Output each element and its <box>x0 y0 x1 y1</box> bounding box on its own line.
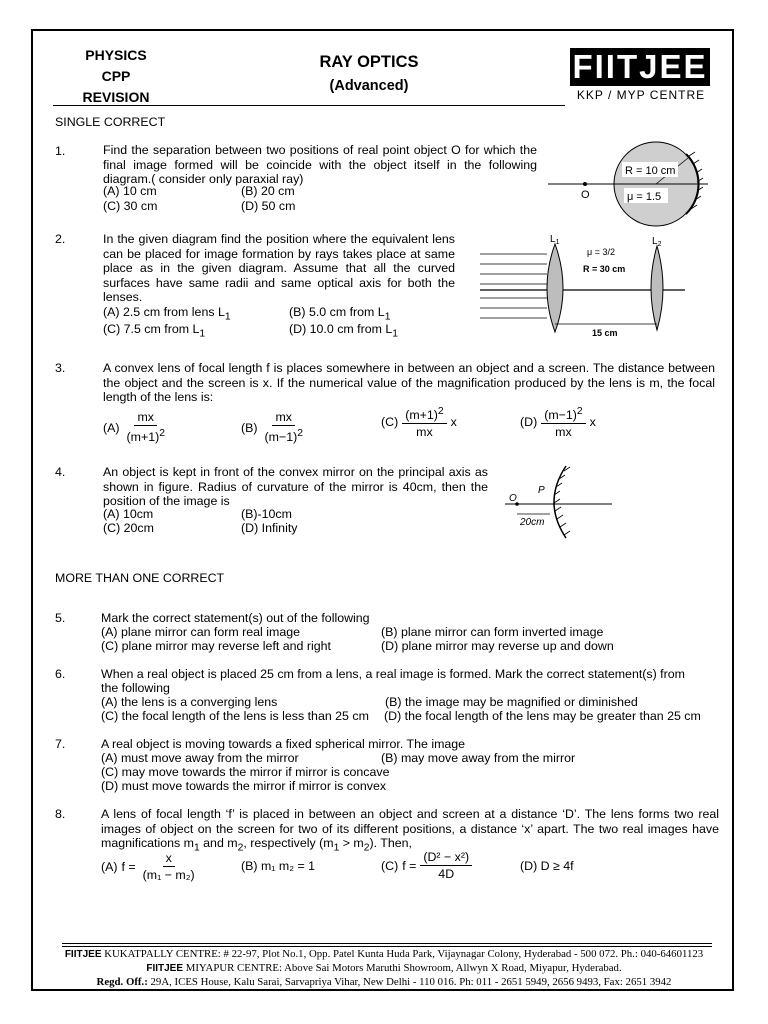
q2-number: 2. <box>55 232 66 246</box>
q2-l2-label <box>652 236 662 248</box>
q2-distance-label: 15 cm <box>592 328 618 338</box>
q3-a-den: (m+1) <box>126 430 160 445</box>
q3-c-x: x <box>450 415 457 430</box>
q2-l2-sub: 2 <box>657 241 662 248</box>
q2-option-a-sub: 1 <box>224 311 231 323</box>
section-single-correct: SINGLE CORRECT <box>55 115 166 129</box>
q8-text-part4: > m <box>339 836 364 851</box>
q8-c-lhs: f = <box>402 859 417 873</box>
q5-text: Mark the correct statement(s) out of the following <box>101 611 370 625</box>
q3-d-sq: 2 <box>576 406 583 417</box>
q3-d-label: (D) <box>520 415 538 430</box>
q3-a-sq: 2 <box>159 428 165 439</box>
q4-p-label: P <box>538 485 545 496</box>
q6-number: 6. <box>55 667 66 681</box>
q8-sub-2b: 2 <box>363 842 370 854</box>
q6-option-b: (B) the image may be magnified or diminished <box>385 695 638 709</box>
footer-line-miyapur <box>40 962 728 975</box>
q1-option-d: (D) 50 cm <box>241 199 296 213</box>
q8-option-c <box>381 850 472 882</box>
header-rule <box>53 105 565 106</box>
q1-object-label: O <box>581 189 590 201</box>
q2-option-d <box>289 322 398 342</box>
q8-sub-1a: 1 <box>193 842 200 854</box>
q8-text <box>101 807 719 856</box>
q3-d-den: mx <box>555 425 572 440</box>
footer-rule-double <box>62 946 712 947</box>
q1-number: 1. <box>55 144 66 158</box>
q1-option-c: (C) 30 cm <box>103 199 158 213</box>
q4-number: 4. <box>55 465 66 479</box>
q6-option-d: (D) the focal length of the lens may be greater than 25 cm <box>384 709 701 723</box>
q7-option-a: (A) must move away from the mirror <box>101 751 299 765</box>
q2-option-d-text: (D) 10.0 cm from L <box>289 322 393 336</box>
q8-a-den: (m₁ − m₂) <box>142 868 195 882</box>
q8-number: 8. <box>55 807 66 821</box>
q3-b-sq: 2 <box>297 428 303 439</box>
q8-c-den: 4D <box>438 867 455 881</box>
header-subject: PHYSICS <box>85 47 147 63</box>
header-revision: REVISION <box>82 89 150 105</box>
centre-label: KKP / MYP CENTRE <box>576 88 706 102</box>
q3-c-den: mx <box>416 425 433 440</box>
section-more-than-one: MORE THAN ONE CORRECT <box>55 571 225 585</box>
q3-d-x: x <box>589 415 596 430</box>
footer-line-regd <box>40 976 728 989</box>
q3-d-num: (m−1) <box>544 408 577 423</box>
q3-c-sq: 2 <box>437 406 444 417</box>
q8-a-num: x <box>163 851 175 867</box>
q3-b-label: (B) <box>241 420 258 435</box>
q2-l1-letter: L <box>550 234 556 245</box>
header-cpp: CPP <box>101 68 131 84</box>
q6-text-line1: When a real object is placed 25 cm from a lens, a real image is formed. Mark the correct statement(s) from <box>101 667 685 681</box>
q3-option-a <box>103 410 168 445</box>
q3-option-d <box>520 404 596 440</box>
footer-line3-text: 29A, ICES House, Kalu Sarai, Sarvapriya Vihar, New Delhi - 110 016. Ph: 011 - 2651 5949, 2656 9493, Fax: 2651 3942 <box>147 976 672 988</box>
q2-mu-label: μ = 3/2 <box>587 247 615 257</box>
q2-option-b-sub: 1 <box>384 311 391 323</box>
q2-option-d-sub: 1 <box>392 328 399 340</box>
q2-option-c-sub: 1 <box>199 328 206 340</box>
q6-option-a: (A) the lens is a converging lens <box>101 695 278 709</box>
q4-text: An object is kept in front of the convex mirror on the principal axis as shown in figure. Radius of curvature of the mirror is 40cm, then the position of the image is <box>103 465 488 509</box>
q8-c-label: (C) <box>381 859 399 873</box>
q4-mirror-diagram <box>500 462 620 542</box>
q8-a-label: (A) <box>101 860 118 874</box>
q3-option-b <box>241 410 306 445</box>
q8-a-fraction <box>140 851 198 883</box>
q8-text-part5: ). Then, <box>369 836 412 851</box>
q1-radius-label: R = 10 cm <box>625 165 676 177</box>
q8-a-lhs: f = <box>121 860 136 874</box>
q2-radius-label: R = 30 cm <box>583 264 626 274</box>
q2-option-b-text: (B) 5.0 cm from L <box>289 305 385 319</box>
q4-option-a: (A) 10cm <box>103 507 154 521</box>
q3-b-num: mx <box>272 410 295 426</box>
footer-logo-1: FIITJEE <box>64 949 102 960</box>
header-left <box>60 45 172 108</box>
q2-option-c-text: (C) 7.5 cm from L <box>103 322 200 336</box>
q3-a-fraction <box>124 410 168 445</box>
q8-sub-2a: 2 <box>237 842 244 854</box>
q1-sphere-diagram <box>548 138 718 228</box>
q3-c-fraction <box>402 404 446 440</box>
q1-option-a: (A) 10 cm <box>103 184 157 198</box>
page-title: RAY OPTICS <box>319 53 419 71</box>
q2-l2-letter: L <box>652 236 658 247</box>
footer-regd-label: Regd. Off.: <box>96 976 148 988</box>
footer-logo-2: FIITJEE <box>146 963 184 974</box>
footer-rule <box>62 943 712 944</box>
q3-d-fraction <box>541 404 585 440</box>
q8-option-b: (B) m₁ m₂ = 1 <box>241 859 316 873</box>
q7-number: 7. <box>55 737 66 751</box>
q8-option-d: (D) D ≥ 4f <box>520 859 574 873</box>
q7-text: A real object is moving towards a fixed spherical mirror. The image <box>101 737 466 751</box>
q7-option-b: (B) may move away from the mirror <box>381 751 576 765</box>
q5-option-a: (A) plane mirror can form real image <box>101 625 301 639</box>
q8-sub-1b: 1 <box>333 842 340 854</box>
q8-text-part1: A lens of focal length ‘f’ is placed in between an object and screen at a distance ‘D’. The lens forms two real images of object on the screen for two of its different positions, a distance ‘x’ apart. The two real images have magnifications m <box>101 807 719 851</box>
q2-l1-label <box>550 234 560 246</box>
q2-option-c <box>103 322 205 342</box>
q4-distance-label: 20cm <box>520 517 545 528</box>
q6-text-line2: the following <box>101 681 170 695</box>
q4-option-c: (C) 20cm <box>103 521 154 535</box>
footer-line2-text: MIYAPUR CENTRE: Above Sai Motors Maruthi Showroom, Allwyn X Road, Miyapur, Hyderabad. <box>183 962 622 974</box>
q6-option-c: (C) the focal length of the lens is less than 25 cm <box>101 709 369 723</box>
q8-text-part3: , respectively (m <box>243 836 334 851</box>
q1-text: Find the separation between two positions of real point object O for which the final image formed will be coincide with the object itself in the following diagram.( consider only paraxial ray) <box>103 143 537 187</box>
q3-text: A convex lens of focal length f is places somewhere in between an object and a screen. The distance between the object and the screen is x. If the numerical value of the magnification produced by the lens is m, the focal length of the lens is: <box>103 361 715 405</box>
q4-o-label: O <box>509 493 517 504</box>
q7-option-d: (D) must move towards the mirror if mirror is convex <box>101 779 387 793</box>
q4-option-b: (B)-10cm <box>241 507 292 521</box>
q2-text: In the given diagram find the position where the equivalent lens can be placed for image formation by rays takes place at same place as in the given diagram. Assume that all the curved surfaces have same radii and same optical axis for both the lenses. <box>103 232 455 305</box>
footer-line-kukatpally <box>40 948 728 961</box>
q7-option-c: (C) may move towards the mirror if mirror is concave <box>101 765 390 779</box>
q5-option-d: (D) plane mirror may reverse up and down <box>381 639 614 653</box>
q2-l1-sub: 1 <box>555 239 560 246</box>
q3-a-num: mx <box>134 410 157 426</box>
q2-lens-diagram <box>475 232 690 342</box>
q3-b-den: (m−1) <box>264 430 298 445</box>
q3-number: 3. <box>55 361 66 375</box>
q3-a-label: (A) <box>103 420 120 435</box>
q8-c-fraction <box>420 850 472 882</box>
q1-mu-label: μ = 1.5 <box>627 191 662 203</box>
q3-c-label: (C) <box>381 415 399 430</box>
q8-c-num: (D² − x²) <box>420 850 472 866</box>
q3-option-c <box>381 404 457 440</box>
fiitjee-logo: FIITJEE <box>570 48 710 86</box>
q5-option-b: (B) plane mirror can form inverted image <box>381 625 604 639</box>
q2-option-a-text: (A) 2.5 cm from lens L <box>103 305 225 319</box>
q8-text-part2: and m <box>199 836 238 851</box>
footer-line1-text: KUKATPALLY CENTRE: # 22-97, Plot No.1, Opp. Patel Kunta Huda Park, Vijaynagar Colony, Hyderabad - 500 072. Ph.: 040-64601123 <box>101 948 704 960</box>
q5-number: 5. <box>55 611 66 625</box>
page-subtitle: (Advanced) <box>329 78 409 94</box>
q3-c-num: (m+1) <box>405 408 438 423</box>
q4-option-d: (D) Infinity <box>241 521 298 535</box>
q5-option-c: (C) plane mirror may reverse left and right <box>101 639 331 653</box>
q1-option-b: (B) 20 cm <box>241 184 295 198</box>
q8-option-a <box>101 851 198 883</box>
q3-b-fraction <box>262 410 306 445</box>
